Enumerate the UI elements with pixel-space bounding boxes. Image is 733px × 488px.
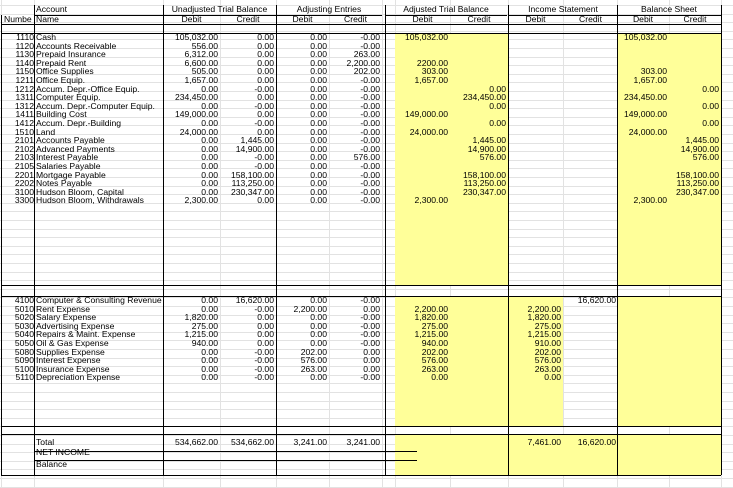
cell-is_d[interactable]: 576.00 (534, 356, 561, 366)
header-unadjusted-trial-balance: Unadjusted Trial Balance (171, 5, 268, 14)
total-is-debit[interactable]: 7,461.00 (527, 438, 561, 447)
cell-is_c[interactable] (563, 196, 618, 205)
cell-name[interactable]: Prepaid Insurance (36, 50, 106, 60)
cell-utb_c[interactable]: 0.00 (257, 339, 274, 348)
cell-bs_d[interactable]: 303.00 (640, 67, 667, 77)
cell-adj_c[interactable]: 576.00 (353, 153, 380, 163)
cell-name[interactable]: Accum. Depr.-Office Equip. (36, 84, 140, 94)
cell-adj_d[interactable]: 0.00 (310, 321, 327, 331)
cell-adj_c[interactable]: 0.00 (363, 364, 380, 374)
cell-name[interactable]: Computer & Consulting Revenue (36, 296, 162, 305)
utb-debit-header: Debit (181, 15, 202, 24)
cell-adj_d[interactable]: 0.00 (310, 58, 327, 68)
cell-bs_c[interactable]: 230,347.00 (675, 187, 719, 197)
cell-name[interactable]: Prepaid Rent (36, 58, 87, 68)
cell-name[interactable]: Computer Equip. (36, 93, 101, 103)
cell-utb_d[interactable]: 24,000.00 (179, 127, 218, 137)
cell-adj_c[interactable]: -0.00 (360, 84, 380, 94)
cell-atb_d[interactable]: 0.00 (431, 373, 448, 383)
adj-credit-header: Credit (344, 15, 367, 24)
total-adj-credit[interactable]: 3,241.00 (346, 438, 380, 447)
cell-name[interactable]: Interest Expense (36, 356, 101, 366)
cell-adj_d[interactable]: 0.00 (310, 153, 327, 163)
cell-num[interactable]: 2201 (14, 170, 34, 180)
cell-name[interactable]: Building Cost (36, 110, 87, 120)
cell-utb_d[interactable]: 1,820.00 (184, 313, 218, 323)
cell-utb_d[interactable]: 0.00 (201, 153, 218, 163)
cell-utb_d[interactable]: 0.00 (201, 101, 218, 111)
cell-utb_c[interactable]: 0.00 (257, 330, 274, 340)
cell-name[interactable]: Accounts Receivable (36, 41, 117, 51)
balance-label[interactable]: Balance (36, 460, 68, 469)
cell-name[interactable]: Rent Expense (36, 304, 90, 314)
header-number: Numbe (4, 15, 32, 24)
cell-name[interactable]: Interest Payable (36, 153, 99, 163)
cell-adj_d[interactable]: 0.00 (310, 339, 327, 348)
total-adj-debit[interactable]: 3,241.00 (293, 438, 327, 447)
cell-num[interactable]: 3300 (14, 196, 34, 206)
total-label[interactable]: Total (36, 438, 55, 447)
cell-atb_d[interactable]: 303.00 (421, 67, 448, 77)
cell-utb_c[interactable]: 113,250.00 (231, 179, 274, 189)
cell-adj_c[interactable]: -0.00 (360, 33, 380, 42)
cell-atb_c[interactable]: 0.00 (489, 119, 506, 128)
cell-num[interactable]: 5090 (14, 356, 34, 366)
header-adjusting-entries: Adjusting Entries (296, 5, 362, 14)
cell-num[interactable]: 1510 (14, 127, 34, 137)
cell-bs_c[interactable]: 158,100.00 (675, 170, 719, 180)
cell-atb_d[interactable]: 2,200.00 (414, 304, 448, 314)
cell-atb_d[interactable]: 275.00 (421, 321, 448, 331)
cell-name[interactable]: Accounts Payable (36, 136, 105, 146)
cell-utb_c[interactable]: 0.00 (257, 110, 274, 120)
cell-adj_c[interactable]: -0.00 (360, 144, 380, 154)
cell-name[interactable]: Oil & Gas Expense (36, 339, 109, 348)
cell-adj_d[interactable]: 0.00 (310, 67, 327, 77)
cell-name[interactable]: Advertising Expense (36, 321, 115, 331)
cell-atb_c[interactable]: 1,445.00 (472, 136, 506, 146)
cell-atb_d[interactable]: 105,032.00 (404, 33, 448, 42)
cell-num[interactable]: 1211 (15, 76, 34, 85)
cell-utb_c[interactable]: 0.00 (257, 76, 274, 85)
cell-atb_c[interactable]: 0.00 (489, 84, 506, 94)
cell-num[interactable]: 1140 (15, 58, 34, 68)
cell-utb_c[interactable]: 1,445.00 (240, 136, 274, 146)
cell-utb_d[interactable]: 0.00 (201, 162, 218, 171)
cell-adj_c[interactable]: 202.00 (353, 67, 380, 77)
cell-adj_d[interactable]: 576.00 (300, 356, 327, 366)
cell-name[interactable]: Office Equip. (36, 76, 86, 85)
cell-adj_c[interactable]: -0.00 (360, 41, 380, 51)
atb-debit-header: Debit (412, 15, 433, 24)
cell-utb_d[interactable]: 0.00 (201, 170, 218, 180)
cell-num[interactable]: 1212 (14, 84, 34, 94)
total-utb-debit[interactable]: 534,662.00 (174, 438, 218, 447)
cell-bs_d[interactable]: 1,657.00 (633, 76, 667, 85)
header-adjusted-trial-balance: Adjusted Trial Balance (403, 5, 489, 14)
cell-adj_c[interactable]: -0.00 (360, 127, 380, 137)
cell-atb_c[interactable]: 234,450.00 (462, 93, 506, 103)
is-credit-header: Credit (579, 15, 602, 24)
cell-adj_d[interactable]: 0.00 (310, 313, 327, 323)
cell-utb_c[interactable]: 0.00 (257, 313, 274, 323)
header-name: Name (36, 15, 59, 24)
cell-utb_d[interactable]: 0.00 (201, 356, 218, 366)
cell-utb_d[interactable]: 234,450.00 (174, 93, 218, 103)
cell-utb_d[interactable]: 0.00 (201, 136, 218, 146)
cell-utb_d[interactable]: 0.00 (201, 373, 218, 383)
cell-utb_c[interactable]: -0.00 (254, 84, 274, 94)
cell-utb_c[interactable]: 16,620.00 (235, 296, 274, 305)
cell-utb_d[interactable]: 149,000.00 (174, 110, 218, 120)
header-income-statement: Income Statement (528, 5, 598, 14)
cell-utb_d[interactable]: 275.00 (191, 321, 218, 331)
cell-adj_d[interactable]: 0.00 (310, 144, 327, 154)
utb-credit-header: Credit (236, 15, 260, 24)
cell-adj_c[interactable]: -0.00 (360, 179, 380, 189)
cell-utb_c[interactable]: 0.00 (257, 196, 274, 206)
cell-bs_d[interactable]: 24,000.00 (628, 127, 667, 137)
cell-utb_c[interactable]: 0.00 (257, 41, 274, 51)
cell-utb_d[interactable]: 6,600.00 (184, 58, 218, 68)
cell-adj_d[interactable]: 0.00 (310, 196, 327, 206)
cell-atb_d[interactable]: 202.00 (421, 347, 448, 357)
cell-num[interactable]: 5020 (14, 313, 34, 323)
cell-name[interactable]: Office Supplies (36, 67, 94, 77)
cell-adj_c[interactable]: -0.00 (360, 296, 380, 305)
cell-is_c[interactable] (563, 373, 618, 382)
cell-atb_d[interactable]: 1,657.00 (414, 76, 448, 85)
cell-utb_d[interactable]: 0.00 (201, 364, 218, 374)
cell-adj_d[interactable]: 0.00 (310, 119, 327, 128)
cell-name[interactable]: Hudson Bloom, Capital (36, 187, 124, 197)
cell-name[interactable]: Hudson Bloom, Withdrawals (36, 196, 144, 206)
cell-utb_c[interactable]: 0.00 (257, 127, 274, 137)
cell-bs_d[interactable]: 2,300.00 (633, 196, 667, 206)
cell-adj_d[interactable]: 0.00 (310, 330, 327, 340)
cell-is_d[interactable]: 1,215.00 (527, 330, 561, 340)
cell-utb_c[interactable]: 0.00 (257, 50, 274, 60)
cell-utb_d[interactable]: 0.00 (201, 347, 218, 357)
cell-utb_d[interactable]: 0.00 (201, 179, 218, 189)
cell-adj_c[interactable]: -0.00 (360, 373, 380, 383)
cell-adj_d[interactable]: 0.00 (310, 50, 327, 60)
cell-utb_d[interactable]: 0.00 (201, 187, 218, 197)
cell-atb_d[interactable]: 2200.00 (416, 58, 448, 68)
cell-bs_d[interactable]: 149,000.00 (623, 110, 667, 120)
cell-bs_c[interactable]: 113,250.00 (676, 179, 719, 189)
cell-bs_c[interactable]: 1,445.00 (685, 136, 719, 146)
cell-adj_c[interactable]: -0.00 (360, 339, 380, 348)
cell-num[interactable]: 5040 (14, 330, 34, 340)
cell-atb_d[interactable]: 149,000.00 (404, 110, 448, 120)
cell-name[interactable]: Depreciation Expense (36, 373, 121, 383)
cell-bs_c[interactable]: 0.00 (702, 119, 719, 128)
cell-bs_d[interactable]: 105,032.00 (623, 33, 667, 42)
cell-utb_c[interactable]: 0.00 (257, 58, 274, 68)
cell-utb_d[interactable]: 940.00 (191, 339, 218, 348)
cell-adj_d[interactable]: 0.00 (310, 296, 327, 305)
cell-name[interactable]: Salary Expense (36, 313, 97, 323)
cell-adj_d[interactable]: 0.00 (310, 76, 327, 85)
cell-adj_d[interactable]: 0.00 (310, 101, 327, 111)
total-utb-credit[interactable]: 534,662.00 (230, 438, 274, 447)
cell-num[interactable]: 1312 (14, 101, 34, 111)
cell-adj_c[interactable]: -0.00 (360, 76, 380, 85)
cell-atb_d[interactable]: 2,300.00 (414, 196, 448, 206)
cell-adj_d[interactable]: 0.00 (310, 41, 327, 51)
cell-adj_c[interactable]: 263.00 (353, 50, 380, 60)
cell-num[interactable]: 3100 (14, 187, 34, 197)
cell-atb_c[interactable] (450, 196, 508, 205)
cell-name[interactable]: Repairs & Maint. Expense (36, 330, 136, 340)
adj-debit-header: Debit (292, 15, 313, 24)
cell-adj_d[interactable]: 2,200.00 (293, 304, 327, 314)
cell-utb_c[interactable]: 0.00 (257, 93, 274, 103)
cell-is_d[interactable]: 1,820.00 (527, 313, 561, 323)
cell-num[interactable]: 1120 (15, 41, 34, 51)
cell-name[interactable]: Cash (36, 33, 57, 42)
cell-atb_d[interactable]: 263.00 (421, 364, 448, 374)
cell-utb_d[interactable]: 2,300.00 (184, 196, 218, 206)
cell-adj_d[interactable]: 0.00 (310, 187, 327, 197)
cell-adj_c[interactable]: -0.00 (360, 330, 380, 340)
cell-is_d[interactable]: 263.00 (534, 364, 561, 374)
cell-adj_d[interactable]: 0.00 (310, 373, 327, 383)
cell-atb_d[interactable]: 940.00 (421, 339, 448, 348)
cell-adj_c[interactable]: -0.00 (360, 110, 380, 120)
cell-num[interactable]: 5030 (14, 321, 34, 331)
cell-atb_c[interactable]: 576.00 (479, 153, 506, 163)
cell-name[interactable]: Insurance Expense (36, 364, 110, 374)
cell-utb_c[interactable]: 230,347.00 (230, 187, 274, 197)
cell-adj_c[interactable]: 0.00 (363, 347, 380, 357)
cell-adj_c[interactable]: -0.00 (360, 136, 380, 146)
cell-num[interactable]: 1150 (15, 67, 34, 77)
cell-adj_d[interactable]: 0.00 (310, 127, 327, 137)
cell-atb_c[interactable]: 14,900.00 (467, 144, 506, 154)
cell-utb_c[interactable]: -0.00 (254, 347, 274, 357)
cell-adj_c[interactable]: -0.00 (360, 313, 380, 323)
cell-num[interactable]: 2101 (14, 136, 34, 146)
bs-credit-header: Credit (683, 15, 707, 24)
cell-utb_d[interactable]: 0.00 (201, 84, 218, 94)
cell-utb_c[interactable]: -0.00 (254, 119, 274, 128)
cell-utb_d[interactable]: 0.00 (201, 144, 218, 154)
cell-utb_c[interactable]: -0.00 (254, 356, 274, 366)
cell-atb_d[interactable]: 1,215.00 (414, 330, 448, 340)
cell-utb_c[interactable]: 14,900.00 (235, 144, 274, 154)
cell-bs_c[interactable] (669, 196, 721, 205)
cell-adj_c[interactable]: -0.00 (360, 119, 380, 128)
cell-bs_d[interactable]: 234,450.00 (623, 93, 667, 103)
cell-is_d[interactable]: 2,200.00 (527, 304, 561, 314)
cell-utb_d[interactable]: 6,312.00 (184, 50, 218, 60)
cell-utb_c[interactable]: 158,100.00 (230, 170, 274, 180)
cell-is_c[interactable]: 16,620.00 (577, 296, 616, 305)
cell-utb_c[interactable]: 0.00 (257, 321, 274, 331)
cell-bs_c[interactable]: 576.00 (692, 153, 719, 163)
cell-utb_d[interactable]: 556.00 (191, 41, 218, 51)
cell-adj_d[interactable]: 263.00 (300, 364, 327, 374)
net-income-label[interactable]: NET INCOME (36, 448, 90, 457)
total-is-credit[interactable]: 16,620.00 (577, 438, 616, 447)
cell-is_d[interactable]: 202.00 (534, 347, 561, 357)
cell-atb_c[interactable] (450, 373, 508, 382)
cell-name[interactable]: Land (36, 127, 56, 137)
cell-num[interactable]: 2102 (14, 144, 34, 154)
cell-num[interactable]: 2103 (14, 153, 34, 163)
cell-atb_c[interactable]: 230,347.00 (462, 187, 506, 197)
cell-name[interactable]: Accum. Depr.-Building (36, 119, 122, 128)
cell-atb_c[interactable]: 113,250.00 (463, 179, 506, 189)
cell-bs_d[interactable] (617, 373, 669, 382)
cell-adj_d[interactable]: 0.00 (310, 170, 327, 180)
cell-utb_d[interactable]: 1,215.00 (184, 330, 218, 340)
cell-utb_c[interactable]: -0.00 (254, 373, 274, 383)
cell-num[interactable]: 2105 (14, 162, 34, 171)
cell-adj_d[interactable]: 0.00 (310, 162, 327, 171)
cell-utb_c[interactable]: -0.00 (254, 364, 274, 374)
cell-atb_d[interactable]: 1,820.00 (414, 313, 448, 323)
cell-adj_c[interactable]: -0.00 (360, 162, 380, 171)
cell-utb_c[interactable]: -0.00 (254, 162, 274, 171)
cell-num[interactable]: 1130 (15, 50, 34, 60)
cell-utb_c[interactable]: 0.00 (257, 33, 274, 42)
cell-is_d[interactable]: 910.00 (534, 339, 561, 348)
cell-num[interactable]: 2202 (14, 179, 34, 189)
header-balance-sheet: Balance Sheet (641, 5, 697, 14)
cell-atb_c[interactable]: 158,100.00 (462, 170, 506, 180)
cell-bs_c[interactable]: 14,900.00 (680, 144, 719, 154)
cell-adj_c[interactable]: -0.00 (360, 93, 380, 103)
cell-adj_d[interactable]: 0.00 (310, 93, 327, 103)
cell-name[interactable]: Supplies Expense (36, 347, 105, 357)
is-debit-header: Debit (525, 15, 546, 24)
cell-adj_c[interactable]: -0.00 (360, 170, 380, 180)
cell-bs_c[interactable]: 0.00 (702, 84, 719, 94)
cell-name[interactable]: Accum. Depr.-Computer Equip. (36, 101, 155, 111)
cell-utb_d[interactable]: 0.00 (201, 304, 218, 314)
cell-num[interactable]: 1311 (15, 93, 34, 103)
cell-utb_d[interactable]: 505.00 (191, 67, 218, 77)
cell-adj_d[interactable]: 0.00 (310, 136, 327, 146)
cell-utb_d[interactable]: 1,657.00 (184, 76, 218, 85)
cell-is_d[interactable] (508, 196, 563, 205)
cell-name[interactable]: Advanced Payments (36, 144, 115, 154)
cell-utb_c[interactable]: -0.00 (254, 101, 274, 111)
cell-adj_d[interactable]: 202.00 (300, 347, 327, 357)
cell-num[interactable]: 5080 (14, 347, 34, 357)
cell-atb_d[interactable]: 24,000.00 (409, 127, 448, 137)
cell-adj_c[interactable]: -0.00 (360, 321, 380, 331)
cell-utb_d[interactable]: 0.00 (201, 296, 218, 305)
cell-name[interactable]: Notes Payable (36, 179, 92, 189)
cell-name[interactable]: Mortgage Payable (36, 170, 106, 180)
header-account: Account (36, 5, 68, 14)
cell-num[interactable]: 5110 (15, 373, 34, 383)
cell-adj_d[interactable]: 0.00 (310, 84, 327, 94)
cell-utb_d[interactable]: 0.00 (201, 119, 218, 128)
cell-bs_c[interactable]: 0.00 (702, 101, 719, 111)
cell-num[interactable]: 5010 (14, 304, 34, 314)
cell-is_d[interactable]: 275.00 (534, 321, 561, 331)
cell-utb_c[interactable]: -0.00 (254, 153, 274, 163)
cell-adj_d[interactable]: 0.00 (310, 179, 327, 189)
cell-bs_c[interactable] (669, 373, 721, 382)
cell-utb_d[interactable]: 105,032.00 (174, 33, 218, 42)
cell-utb_c[interactable]: 0.00 (257, 67, 274, 77)
cell-num[interactable]: 1412 (14, 119, 34, 128)
cell-adj_d[interactable]: 0.00 (310, 110, 327, 120)
cell-adj_c[interactable]: -0.00 (360, 196, 380, 206)
cell-atb_c[interactable]: 0.00 (489, 101, 506, 111)
cell-num[interactable]: 1411 (15, 110, 34, 120)
cell-adj_d[interactable]: 0.00 (310, 33, 327, 42)
cell-utb_c[interactable]: -0.00 (254, 304, 274, 314)
cell-num[interactable]: 1110 (16, 33, 34, 42)
cell-adj_c[interactable]: 0.00 (363, 304, 380, 314)
cell-adj_c[interactable]: 0.00 (363, 356, 380, 366)
cell-num[interactable]: 4100 (14, 296, 34, 305)
cell-adj_c[interactable]: 2,200.00 (346, 58, 380, 68)
cell-adj_c[interactable]: -0.00 (360, 187, 380, 197)
cell-num[interactable]: 5100 (14, 364, 34, 374)
cell-atb_d[interactable]: 576.00 (421, 356, 448, 366)
cell-name[interactable]: Salaries Payable (36, 162, 101, 171)
cell-adj_c[interactable]: -0.00 (360, 101, 380, 111)
bs-debit-header: Debit (632, 15, 654, 24)
cell-num[interactable]: 5050 (14, 339, 34, 348)
atb-credit-header: Credit (467, 15, 491, 24)
cell-is_d[interactable]: 0.00 (544, 373, 561, 383)
